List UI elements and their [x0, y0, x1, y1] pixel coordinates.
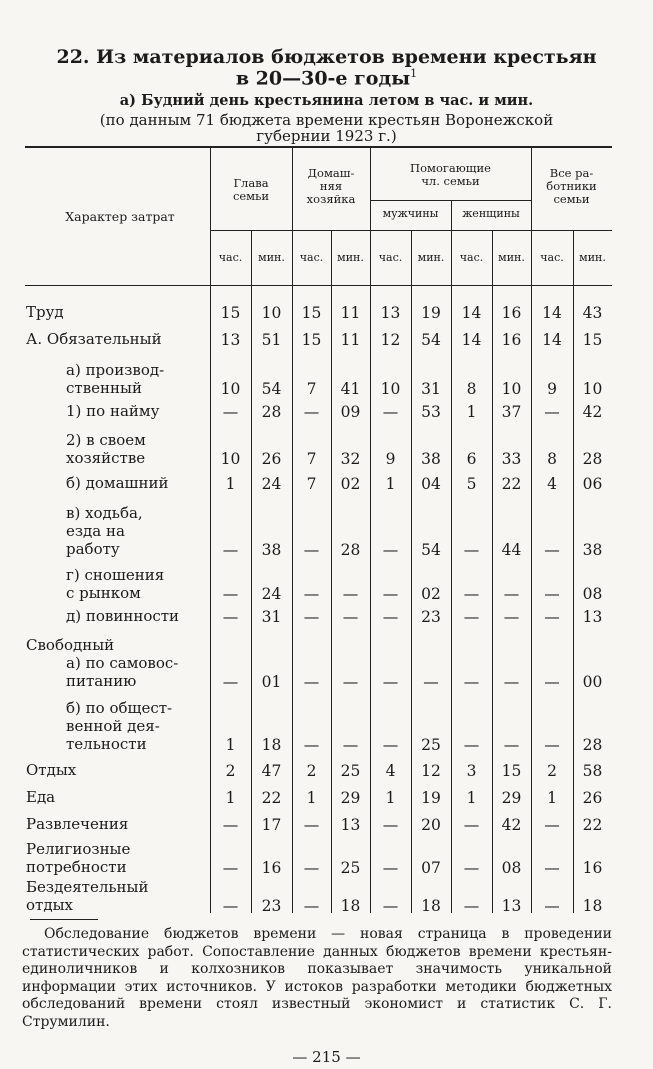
header-characteristic: Характер затрат: [65, 209, 175, 224]
table-cell: —: [222, 816, 239, 834]
table-cell: —: [222, 673, 239, 691]
table-cell: 10: [582, 380, 603, 398]
table-cell: 5: [466, 475, 477, 493]
table-cell: —: [342, 673, 359, 691]
table-cell: —: [303, 897, 320, 915]
row-label-line: венной дея-: [66, 717, 160, 735]
table-cell: 4: [385, 762, 396, 780]
table-cell: 18: [261, 736, 282, 754]
table-title-years: в 20—30-е годы: [235, 67, 411, 90]
row-label: [20, 330, 204, 348]
table-cell: 1: [385, 789, 396, 807]
row-label-line: б) домашний: [66, 474, 169, 492]
table-cell: 06: [582, 475, 603, 493]
footnote-mark: 1: [410, 67, 418, 80]
header-all-workers-line-0: Все ра-: [549, 166, 594, 180]
table-cell: —: [342, 585, 359, 603]
table-subtitle: а) Будний день крестьянина летом в час. и мин.: [119, 92, 534, 109]
table-cell: 19: [421, 789, 441, 807]
table-cell: —: [382, 816, 399, 834]
row-label: [20, 761, 204, 779]
table-title: 22. Из материалов бюджетов времени крестьян: [56, 46, 597, 68]
table-cell: 7: [306, 380, 317, 398]
table-cell: 1: [385, 475, 396, 493]
table-cell: 14: [542, 331, 562, 349]
unit-label-4: час.: [378, 251, 403, 264]
table-cell: 04: [421, 475, 441, 493]
table-cell: 42: [501, 816, 522, 834]
header-women: женщины: [462, 207, 520, 220]
table-cell: 22: [261, 789, 282, 807]
table-cell: —: [342, 736, 359, 754]
table-cell: —: [544, 608, 560, 626]
table-cell: 37: [501, 403, 522, 421]
table-cell: —: [382, 403, 399, 421]
table-cell: —: [544, 859, 560, 877]
footnote-divider: [30, 919, 98, 920]
table-cell: —: [303, 816, 320, 834]
table-cell: 1: [466, 789, 477, 807]
table-cell: —: [303, 541, 320, 559]
row-label: [20, 504, 204, 558]
table-cell: 15: [220, 304, 241, 322]
table-cell: —: [463, 585, 480, 603]
header-head-of-family-line-0: Глава: [233, 176, 269, 190]
table-cell: 1: [466, 403, 477, 421]
table-cell: 1: [547, 789, 557, 807]
table-cell: 18: [421, 897, 441, 915]
unit-label-3: мин.: [337, 251, 364, 264]
table-cell: 16: [501, 331, 522, 349]
row-label: [20, 788, 204, 806]
unit-label-9: мин.: [579, 251, 606, 264]
row-label: [20, 431, 204, 467]
table-cell: —: [544, 541, 560, 559]
row-label: [20, 636, 204, 690]
row-label: [20, 840, 204, 876]
table-cell: 47: [261, 762, 282, 780]
table-cell: 10: [380, 380, 401, 398]
table-cell: 54: [421, 541, 441, 559]
table-cell: 15: [582, 331, 603, 349]
table-cell: 17: [261, 816, 282, 834]
table-cell: 10: [220, 380, 241, 398]
table-cell: 1: [225, 475, 236, 493]
row-label: [20, 303, 204, 321]
table-cell: 25: [340, 762, 361, 780]
header-housewife-line-1: няя: [319, 179, 343, 193]
table-cell: 7: [306, 475, 317, 493]
table-cell: 16: [582, 859, 603, 877]
row-label-line: хозяйстве: [66, 449, 146, 467]
table-cell: —: [303, 859, 320, 877]
header-all-workers-line-1: ботники: [546, 179, 597, 193]
page-number: — 215 —: [292, 1048, 361, 1066]
table-cell: 14: [461, 331, 482, 349]
table-cell: 44: [501, 541, 522, 559]
table-cell: —: [463, 816, 480, 834]
table-cell: —: [382, 673, 399, 691]
table-cell: 9: [385, 450, 396, 468]
table-cell: 1: [306, 789, 317, 807]
table-cell: 24: [261, 475, 282, 493]
row-label-line: а) производ-: [66, 361, 165, 379]
table-cell: 01: [261, 673, 282, 691]
header-head-of-family-line-1: семьи: [232, 189, 270, 203]
table-cell: —: [544, 403, 560, 421]
table-title-line2: [0, 67, 653, 89]
table-cell: —: [303, 403, 320, 421]
table-cell: 7: [306, 450, 317, 468]
header-housewife-line-2: хозяйка: [306, 192, 356, 206]
table-cell: 3: [466, 762, 477, 780]
table-cell: —: [544, 736, 560, 754]
table-cell: 43: [582, 304, 603, 322]
table-cell: 51: [261, 331, 282, 349]
table-cell: 9: [547, 380, 557, 398]
row-label-line: тельности: [66, 735, 147, 753]
table-cell: 31: [421, 380, 441, 398]
table-cell: —: [382, 736, 399, 754]
table-cell: 10: [501, 380, 522, 398]
header-all-workers: [531, 167, 612, 206]
table-cell: 2: [306, 762, 317, 780]
row-label-line: 2) в своем: [66, 431, 146, 449]
table-cell: —: [303, 585, 320, 603]
table-cell: 02: [421, 585, 441, 603]
table-cell: 2: [225, 762, 236, 780]
table-cell: 15: [301, 331, 322, 349]
table-cell: —: [303, 608, 320, 626]
table-cell: —: [222, 897, 239, 915]
unit-label-8: час.: [540, 251, 564, 264]
row-label-line: питанию: [66, 672, 137, 690]
table-cell: 29: [501, 789, 522, 807]
table-cell: 42: [582, 403, 603, 421]
table-cell: 54: [261, 380, 282, 398]
table-cell: 4: [547, 475, 557, 493]
table-cell: 12: [421, 762, 441, 780]
source-note-line2: губернии 1923 г.): [256, 127, 397, 145]
table-cell: 1: [225, 789, 236, 807]
table-cell: 31: [261, 608, 282, 626]
row-label-line: езда на: [66, 522, 125, 540]
row-label: [20, 402, 204, 420]
row-label-line: работу: [66, 540, 120, 558]
row-label-line: 1) по найму: [66, 402, 160, 420]
table-cell: 6: [466, 450, 477, 468]
footnote-text: Обследование бюджетов времени — новая страница в проведении статистических работ. Сопоставление данных бюджетов времени крестьян-единоличников и колхозников показывает значимость уникальной информации этих источников. У истоков разработки методики бюджетных обследований времени стоял известный экономист и статистик С. Г. Струмилин.: [22, 926, 612, 1030]
table-cell: 19: [421, 304, 441, 322]
header-all-workers-line-2: семьи: [553, 192, 590, 206]
row-label-line: А. Обязательный: [26, 330, 162, 348]
table-cell: —: [503, 736, 520, 754]
table-cell: —: [463, 608, 480, 626]
row-label-line: г) сношения: [66, 566, 165, 584]
table-cell: 8: [547, 450, 557, 468]
unit-label-1: мин.: [258, 251, 285, 264]
row-label: [20, 361, 204, 397]
table-cell: 14: [461, 304, 482, 322]
table-cell: 09: [340, 403, 361, 421]
row-label-line: потребности: [26, 858, 127, 876]
table-cell: 38: [261, 541, 282, 559]
table-cell: 23: [421, 608, 441, 626]
table-cell: 24: [261, 585, 282, 603]
row-label-line: Труд: [26, 303, 64, 321]
table-cell: 2: [547, 762, 557, 780]
row-label: [20, 878, 204, 914]
table-cell: —: [303, 673, 320, 691]
table-cell: 11: [340, 304, 361, 322]
row-label: [20, 815, 204, 833]
table-cell: 00: [582, 673, 603, 691]
table-cell: 10: [261, 304, 282, 322]
row-label: [20, 699, 204, 753]
table-cell: 22: [582, 816, 603, 834]
table-cell: —: [423, 673, 439, 691]
table-cell: —: [382, 585, 399, 603]
table-cell: —: [222, 608, 239, 626]
footnote: [22, 926, 612, 1031]
row-label-line: Бездеятельный: [26, 878, 149, 896]
table-cell: —: [503, 673, 520, 691]
table-cell: 53: [421, 403, 441, 421]
table-cell: —: [503, 608, 520, 626]
table-cell: 08: [582, 585, 603, 603]
table-cell: —: [544, 585, 560, 603]
table-cell: —: [382, 897, 399, 915]
table-cell: 02: [340, 475, 361, 493]
table-cell: —: [544, 897, 560, 915]
table-top-rule: [25, 146, 612, 148]
table-cell: 28: [340, 541, 361, 559]
source-note: (по данным 71 бюджета времени крестьян Воронежской: [99, 111, 554, 129]
row-label-line: б) по общест-: [66, 699, 173, 717]
table-cell: 58: [582, 762, 603, 780]
row-label-line: ственный: [66, 379, 142, 397]
unit-label-2: час.: [299, 251, 324, 264]
row-label-line: отдых: [26, 896, 73, 914]
table-cell: 41: [340, 380, 361, 398]
row-label-line: Отдых: [26, 761, 77, 779]
table-cell: —: [222, 541, 239, 559]
header-helping-members-line-0: Помогающие: [410, 161, 491, 175]
table-cell: 29: [340, 789, 361, 807]
header-housewife: [292, 167, 370, 206]
table-cell: 13: [582, 608, 603, 626]
table-cell: —: [544, 673, 560, 691]
table-cell: 25: [340, 859, 361, 877]
table-cell: 13: [501, 897, 522, 915]
table-cell: 16: [501, 304, 522, 322]
table-cell: 38: [421, 450, 441, 468]
row-label-line: Свободный: [26, 636, 115, 654]
table-cell: 23: [261, 897, 282, 915]
table-cell: 25: [421, 736, 441, 754]
table-cell: 28: [261, 403, 282, 421]
table-cell: —: [303, 736, 320, 754]
header-bottom-rule: [25, 285, 612, 286]
row-label-line: с рынком: [66, 584, 141, 602]
table-cell: —: [222, 585, 239, 603]
unit-label-7: мин.: [498, 251, 525, 264]
table-cell: 54: [421, 331, 441, 349]
unit-label-0: час.: [218, 251, 243, 264]
header-helping-members: [370, 162, 531, 188]
table-cell: —: [342, 608, 359, 626]
table-cell: 22: [501, 475, 522, 493]
table-cell: 26: [261, 450, 282, 468]
header-housewife-line-0: Домаш-: [307, 166, 355, 180]
unit-label-6: час.: [459, 251, 484, 264]
table-cell: 38: [582, 541, 603, 559]
table-cell: 13: [340, 816, 361, 834]
table-cell: —: [503, 585, 520, 603]
table-cell: —: [222, 403, 239, 421]
table-cell: 07: [421, 859, 441, 877]
table-cell: 10: [220, 450, 241, 468]
row-label-line: д) повинности: [66, 607, 180, 625]
row-label: [20, 566, 204, 602]
table-cell: —: [463, 673, 480, 691]
unit-label-5: мин.: [417, 251, 445, 264]
table-cell: —: [382, 541, 399, 559]
table-cell: 14: [542, 304, 562, 322]
table-cell: —: [222, 859, 239, 877]
table-cell: 11: [340, 331, 361, 349]
table-cell: 28: [582, 450, 603, 468]
row-label: [20, 607, 204, 625]
row-label-line: в) ходьба,: [66, 504, 143, 522]
table-cell: —: [382, 608, 399, 626]
table-cell: 16: [261, 859, 282, 877]
table-cell: 8: [466, 380, 477, 398]
row-label: [20, 474, 204, 492]
header-helping-members-line-1: чл. семьи: [421, 174, 480, 188]
table-cell: 13: [380, 304, 401, 322]
table-cell: 32: [340, 450, 361, 468]
table-cell: —: [382, 859, 399, 877]
table-cell: 18: [582, 897, 603, 915]
header-men: мужчины: [382, 207, 439, 220]
header-head-of-family: [210, 177, 292, 203]
table-cell: 08: [501, 859, 522, 877]
table-cell: 26: [582, 789, 603, 807]
table-cell: 15: [301, 304, 322, 322]
table-cell: —: [463, 897, 480, 915]
table-cell: 13: [220, 331, 241, 349]
row-label-line: Религиозные: [26, 840, 131, 858]
row-label-line: Развлечения: [26, 815, 129, 833]
table-cell: —: [463, 859, 480, 877]
table-cell: 12: [380, 331, 401, 349]
table-cell: 18: [340, 897, 361, 915]
table-cell: 1: [225, 736, 236, 754]
table-cell: —: [463, 736, 480, 754]
row-label-line: а) по самовос-: [66, 654, 179, 672]
table-cell: —: [544, 816, 560, 834]
table-cell: —: [463, 541, 480, 559]
row-label-line: Еда: [26, 788, 56, 806]
table-cell: 33: [501, 450, 522, 468]
table-cell: 20: [421, 816, 441, 834]
table-cell: 28: [582, 736, 603, 754]
table-cell: 15: [501, 762, 522, 780]
